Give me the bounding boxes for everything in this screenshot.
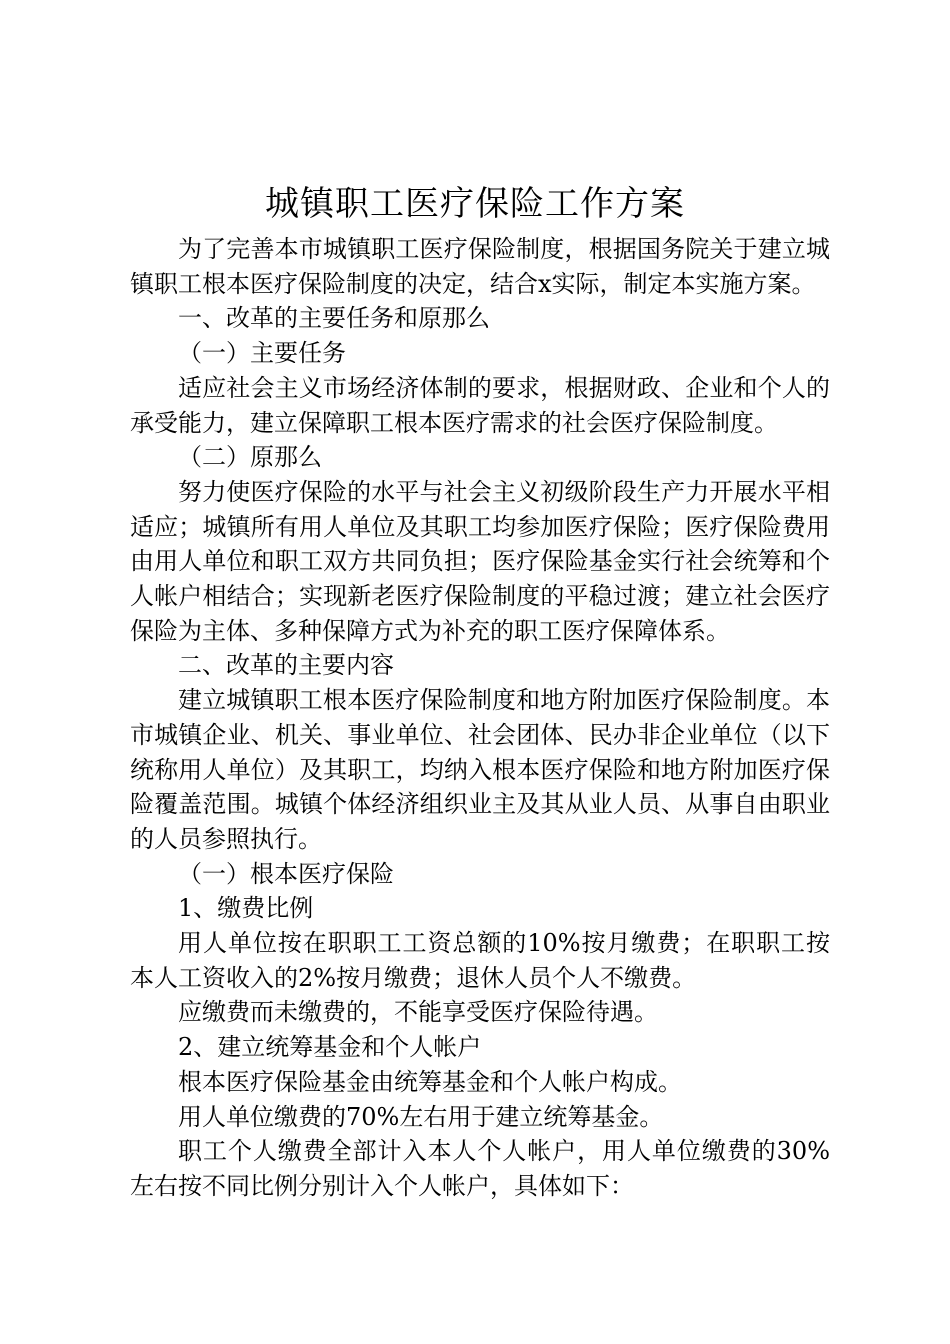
section-heading-2: 二、改革的主要内容 (178, 651, 394, 680)
paragraph-contribution-ratio: 用人单位按在职职工工资总额的10%按月缴费；在职职工按本人工资收入的2%按月缴费；退休人员个人不缴费。 (130, 929, 830, 992)
document-body (130, 232, 830, 1204)
section-heading-1: 一、改革的主要任务和原那么 (178, 304, 490, 333)
subsection-heading-principles: （二）原那么 (178, 443, 322, 472)
paragraph-personal-account: 职工个人缴费全部计入本人个人帐户，用人单位缴费的30%左右按不同比例分别计入个人帐户，具体如下： (130, 1137, 830, 1200)
paragraph-principles: 努力使医疗保险的水平与社会主义初级阶段生产力开展水平相适应；城镇所有用人单位及其职工均参加医疗保险；医疗保险费用由用人单位和职工双方共同负担；医疗保险基金实行社会统筹和个人帐户相结合；实现新老医疗保险制度的平稳过渡；建立社会医疗保险为主体、多种保障方式为补充的职工医疗保障体系。 (130, 477, 830, 645)
paragraph-main-tasks: 适应社会主义市场经济体制的要求，根据财政、企业和个人的承受能力，建立保障职工根本医疗需求的社会医疗保险制度。 (130, 373, 830, 437)
paragraph-fund-composition: 根本医疗保险基金由统筹基金和个人帐户构成。 (178, 1067, 682, 1096)
document-title: 城镇职工医疗保险工作方案 (265, 184, 685, 224)
paragraph-intro: 为了完善本市城镇职工医疗保险制度，根据国务院关于建立城镇职工根本医疗保险制度的决定，结合x实际，制定本实施方案。 (130, 235, 830, 298)
item-heading-contribution-ratio: 1、缴费比例 (178, 894, 314, 923)
subsection-heading-basic-insurance: （一）根本医疗保险 (178, 859, 394, 888)
paragraph-pooled-fund: 用人单位缴费的70%左右用于建立统筹基金。 (178, 1102, 664, 1131)
paragraph-non-payment: 应缴费而未缴费的，不能享受医疗保险待遇。 (178, 998, 658, 1027)
subsection-heading-main-tasks: （一）主要任务 (178, 339, 346, 368)
item-heading-funds-accounts: 2、建立统筹基金和个人帐户 (178, 1033, 482, 1062)
paragraph-main-content: 建立城镇职工根本医疗保险制度和地方附加医疗保险制度。本市城镇企业、机关、事业单位、社会团体、民办非企业单位（以下统称用人单位）及其职工，均纳入根本医疗保险和地方附加医疗保险覆盖范围。城镇个体经济组织业主及其从业人员、从事自由职业的人员参照执行。 (130, 686, 830, 853)
